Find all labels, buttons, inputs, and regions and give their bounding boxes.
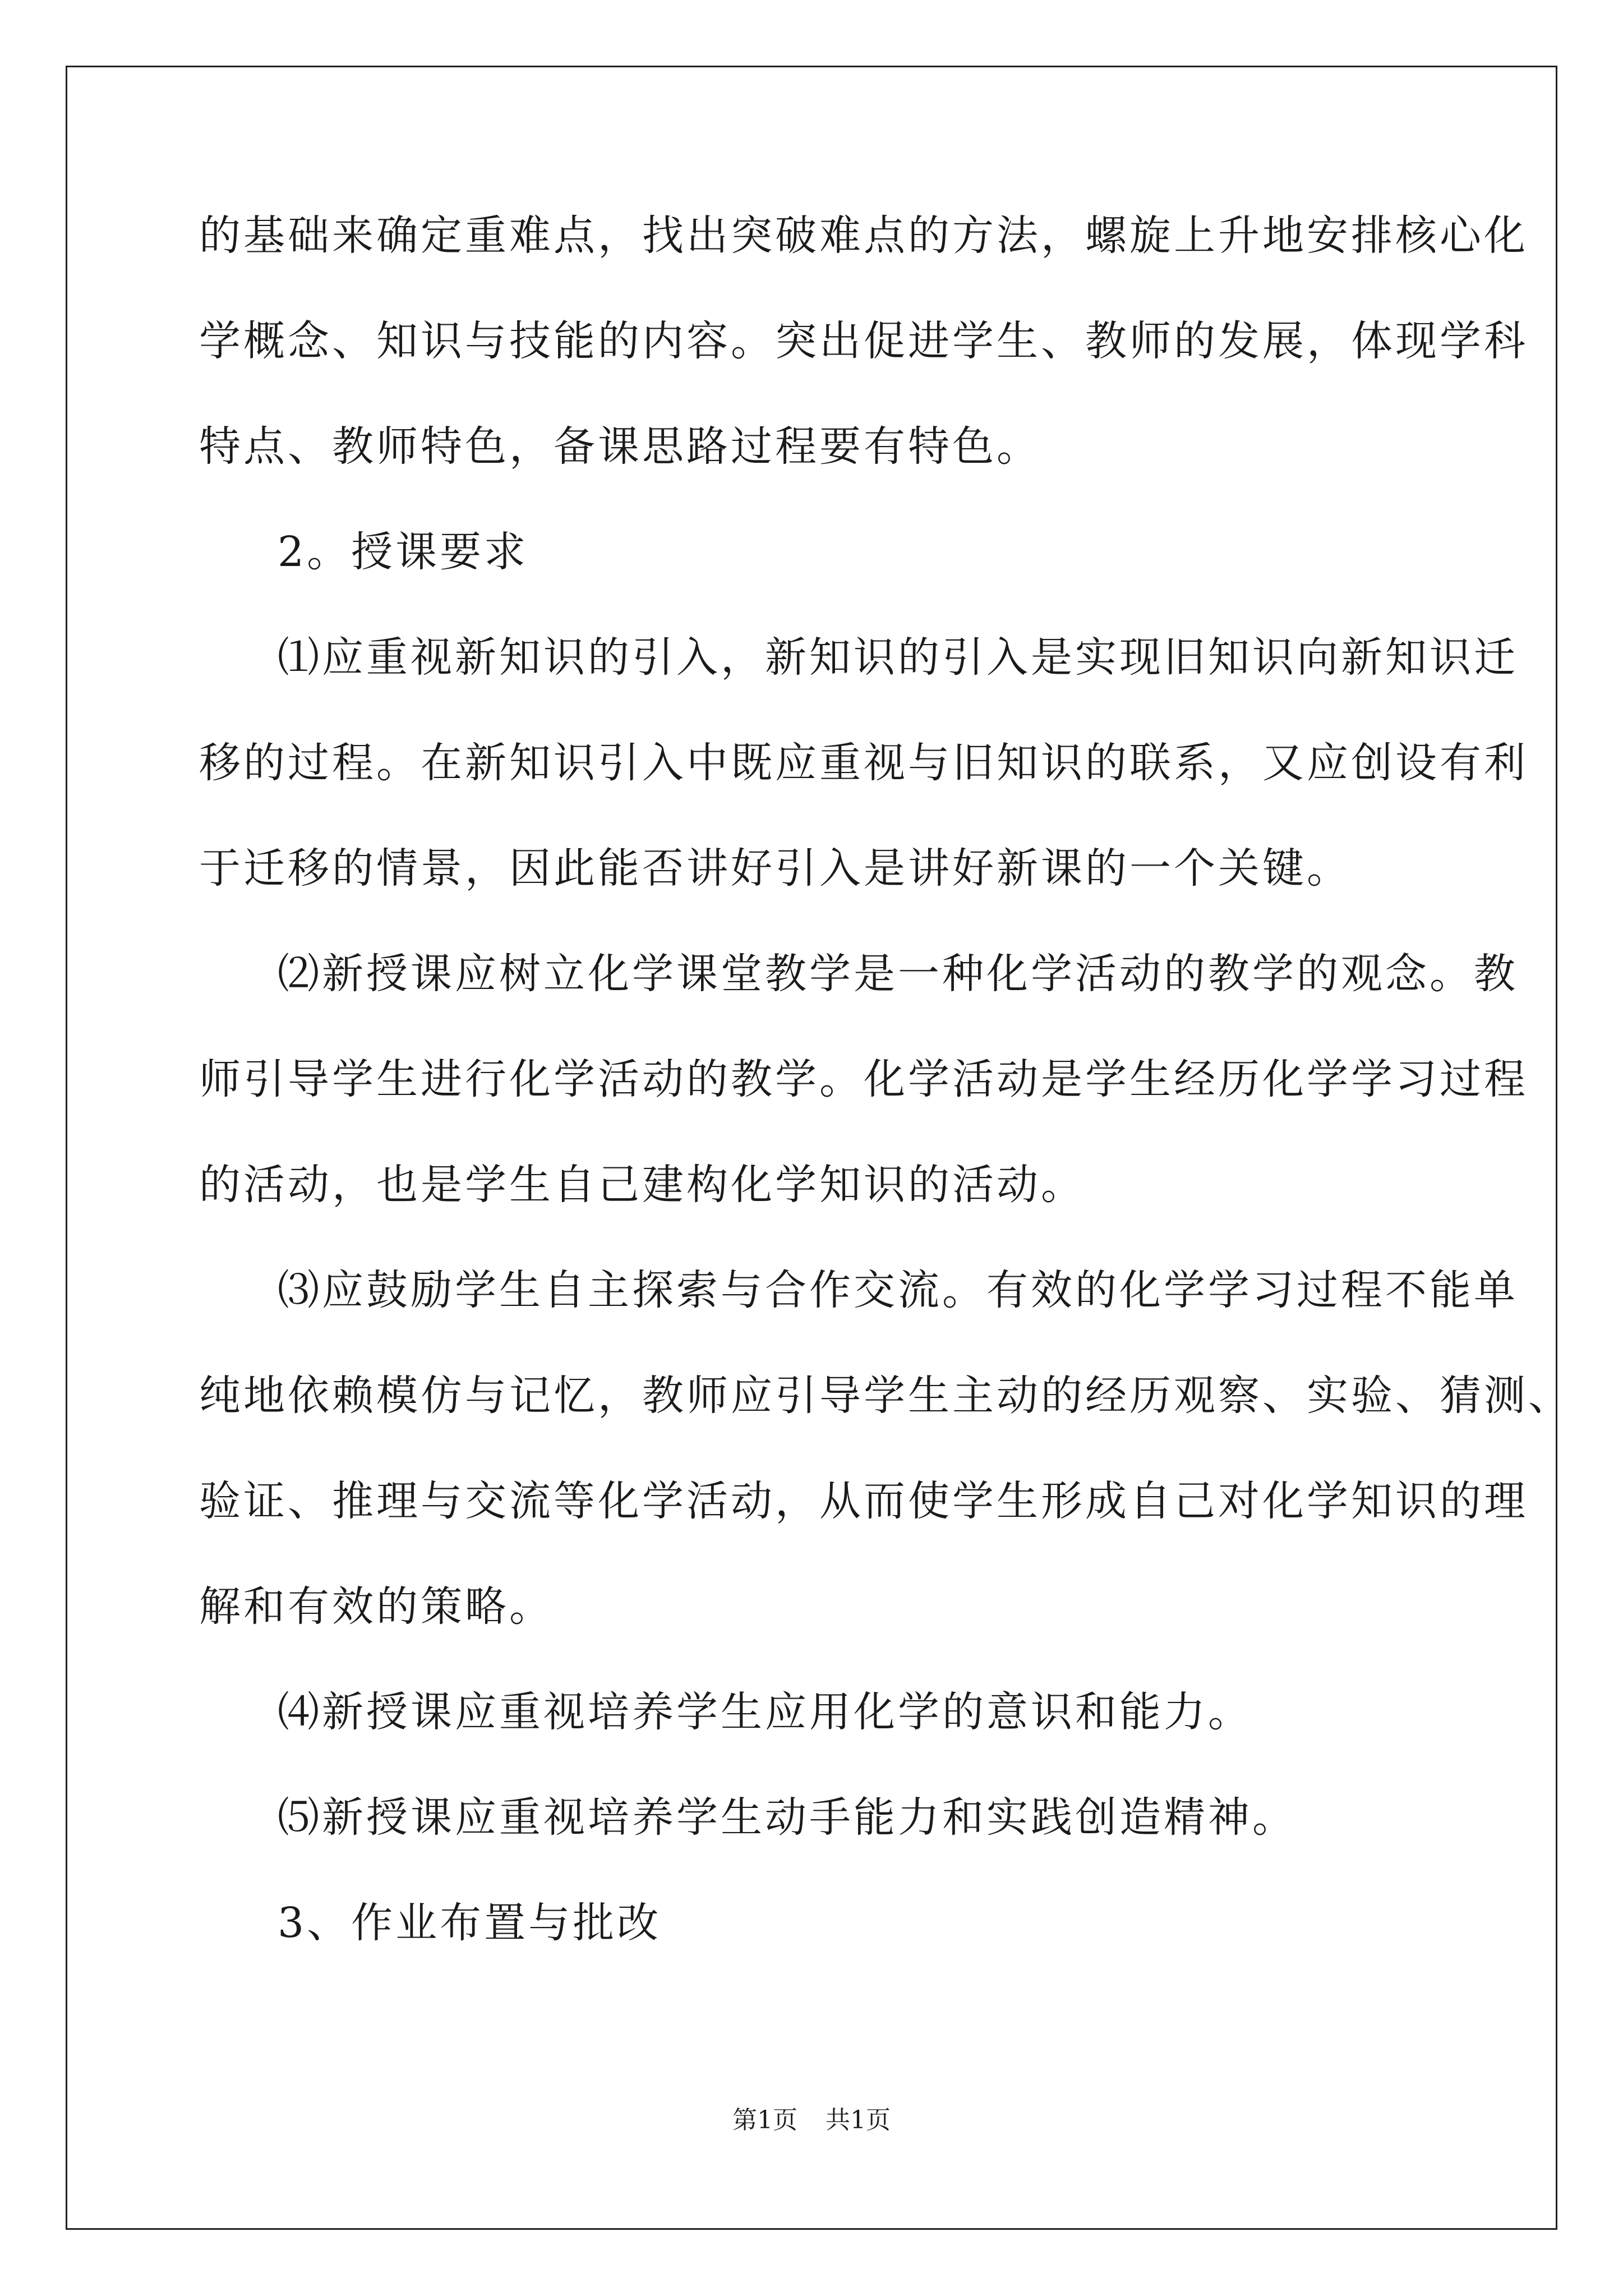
page-total: 共1页 xyxy=(826,2106,891,2134)
page-footer xyxy=(0,2104,1623,2137)
text-line: 于迁移的情景，因此能否讲好引入是讲好新课的一个关键。 xyxy=(199,844,1351,892)
text-line: 师引导学生进行化学活动的教学。化学活动是学生经历化学学习过程 xyxy=(199,1055,1528,1103)
page-number: 第1页 xyxy=(732,2106,797,2134)
text-line: 解和有效的策略。 xyxy=(199,1582,554,1631)
text-line: 的活动，也是学生自己建构化学知识的活动。 xyxy=(199,1161,1085,1209)
text-line: 特点、教师特色，备课思路过程要有特色。 xyxy=(199,422,1041,471)
text-line: ⑷新授课应重视培养学生应用化学的意识和能力。 xyxy=(278,1688,1252,1736)
text-line: ⑵新授课应树立化学课堂教学是一种化学活动的教学的观念。教 xyxy=(278,950,1518,998)
text-line: ⑸新授课应重视培养学生动手能力和实践创造精神。 xyxy=(278,1793,1297,1842)
text-line: 学概念、知识与技能的内容。突出促进学生、教师的发展，体现学科 xyxy=(199,317,1528,365)
section-heading: 3、作业布置与批改 xyxy=(278,1899,662,1947)
text-line: ⑶应鼓励学生自主探索与合作交流。有效的化学学习过程不能单 xyxy=(278,1266,1518,1314)
text-line: 纯地依赖模仿与记忆，教师应引导学生主动的经历观察、实验、猜测、 xyxy=(199,1372,1573,1420)
text-line: ⑴应重视新知识的引入，新知识的引入是实现旧知识向新知识迁 xyxy=(278,633,1518,682)
section-heading: 2。授课要求 xyxy=(278,528,529,576)
text-line: 移的过程。在新知识引入中既应重视与旧知识的联系，又应创设有利 xyxy=(199,739,1528,787)
text-line: 的基础来确定重难点，找出突破难点的方法，螺旋上升地安排核心化 xyxy=(199,211,1528,260)
text-line: 验证、推理与交流等化学活动，从而使学生形成自己对化学知识的理 xyxy=(199,1477,1528,1525)
